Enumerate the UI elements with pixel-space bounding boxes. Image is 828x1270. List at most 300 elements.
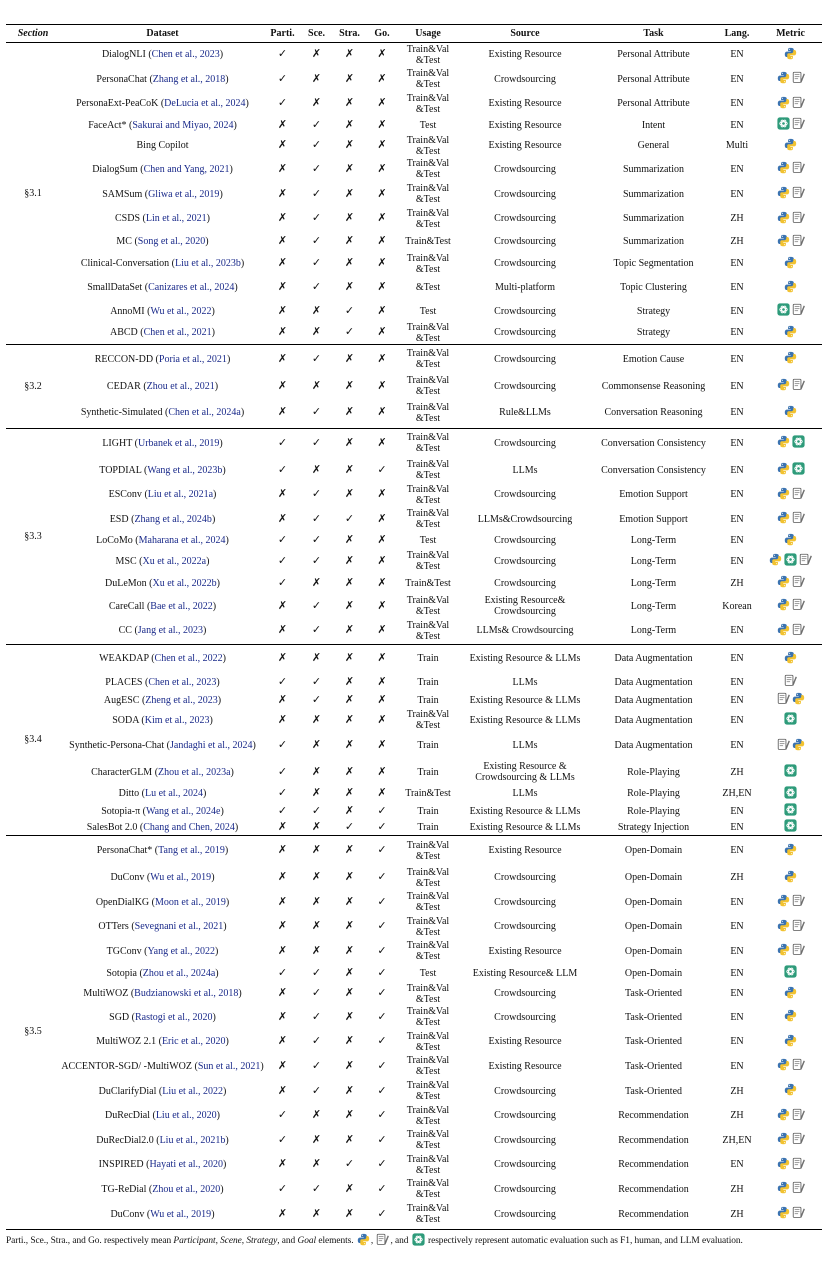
metric-cell [759, 1153, 822, 1177]
language-cell: EN [730, 845, 744, 857]
task-cell: Conversation Consistency [601, 437, 706, 449]
task-cell: Open-Domain [624, 845, 683, 857]
participant-mark: ✗ [277, 624, 288, 637]
source-cell: LLMs&Crowdsourcing [477, 513, 573, 525]
table-row [6, 760, 822, 784]
participant-mark: ✗ [277, 187, 288, 200]
citation-link[interactable]: Chen et al., 2022 [154, 653, 223, 665]
header-language: Lang. [724, 28, 750, 39]
source-cell: Crowdsourcing [494, 353, 556, 365]
scene-mark: ✗ [311, 326, 322, 338]
dataset-name: Clinical-Conversation [80, 258, 170, 269]
table-row [6, 866, 822, 890]
source-cell: Crowdsourcing [494, 188, 556, 200]
language-cell: ZH [730, 872, 744, 883]
dataset-cell: MultiWOZ (Budzianowski et al., 2018) [83, 988, 242, 999]
citation-link[interactable]: Chen et al., 2023 [151, 49, 220, 61]
language-cell: EN [730, 555, 744, 567]
python-logo-icon [777, 487, 790, 503]
metric-cell [759, 482, 822, 507]
dataset-name: TGConv [106, 945, 142, 957]
goal-mark: ✗ [377, 118, 387, 131]
goal-mark: ✗ [377, 554, 387, 567]
task-cell: Long-Term [630, 555, 677, 567]
scene-mark: ✗ [311, 739, 322, 751]
citation-link[interactable]: Budzianowski et al., 2018 [134, 988, 239, 999]
goal-mark: ✓ [377, 1207, 387, 1220]
strategy-mark: ✗ [344, 48, 355, 61]
dataset-cell: TGConv (Yang et al., 2022) [106, 945, 219, 957]
table-row [6, 594, 822, 618]
task-cell: Task-Oriented [624, 1036, 683, 1047]
scene-mark: ✗ [311, 895, 322, 908]
citation-link[interactable]: Chen et al., 2023 [148, 676, 217, 688]
strategy-mark: ✗ [344, 534, 355, 546]
dataset-cell: Synthetic-Persona-Chat (Jandaghi et al., 2024) [69, 740, 256, 751]
citation-link[interactable]: DeLucia et al., 2024 [164, 98, 246, 109]
python-logo-icon [777, 1108, 790, 1124]
usage-cell: Train [417, 821, 439, 833]
citation-link[interactable]: Xu et al., 2022b [152, 577, 217, 589]
citation-link[interactable]: Lin et al., 2021 [145, 213, 207, 224]
python-logo-icon [777, 186, 790, 202]
goal-mark: ✗ [377, 235, 387, 247]
table-row [6, 531, 822, 550]
citation-link[interactable]: Bae et al., 2022 [150, 600, 213, 612]
human-evaluation-icon [792, 1132, 805, 1148]
participant-mark: ✓ [277, 436, 288, 449]
goal-mark: ✓ [377, 804, 387, 817]
citation-link[interactable]: Gliwa et al., 2019 [148, 188, 220, 200]
dataset-name: FaceAct* [88, 119, 127, 131]
scene-mark: ✓ [311, 512, 322, 525]
source-cell: Crowdsourcing [494, 1110, 556, 1121]
dataset-cell: MSC (Xu et al., 2022a) [115, 555, 210, 567]
table-row [6, 253, 822, 275]
dataset-cell: AnnoMI (Wu et al., 2022) [110, 305, 215, 317]
task-cell: Data Augmentation [614, 694, 693, 706]
task-cell: Personal Attribute [617, 98, 690, 109]
metric-cell [759, 618, 822, 644]
scene-mark: ✗ [311, 871, 322, 883]
source-cell: Existing Resource & LLMs [469, 714, 581, 726]
goal-mark: ✗ [377, 162, 387, 175]
metric-cell [759, 1177, 822, 1202]
citation-link[interactable]: Xu et al., 2022a [142, 555, 207, 567]
strategy-mark: ✗ [344, 713, 355, 726]
source-cell: Existing Resource & Crowdsourcing & LLMs [475, 761, 575, 783]
table-row [6, 819, 822, 836]
usage-cell: Train&Val &Test [406, 709, 450, 731]
human-evaluation-icon [792, 1157, 805, 1173]
source-cell: Existing Resource [488, 140, 562, 151]
scene-mark: ✗ [311, 1133, 322, 1146]
strategy-mark: ✓ [344, 820, 355, 833]
llm-evaluation-icon [777, 303, 790, 319]
task-cell: Topic Clustering [620, 282, 687, 293]
source-cell: Crowdsourcing [494, 896, 556, 908]
strategy-mark: ✗ [344, 436, 355, 449]
citation-link[interactable]: Song et al., 2020 [137, 236, 206, 247]
dataset-name: AnnoMI [110, 305, 145, 317]
task-cell: Data Augmentation [614, 676, 693, 688]
dataset-cell: DuClarifyDial (Liu et al., 2022) [98, 1085, 227, 1097]
language-cell: EN [730, 535, 744, 546]
citation-link[interactable]: Wu et al., 2022 [150, 305, 212, 317]
dataset-cell: CC (Jang et al., 2023) [118, 625, 207, 637]
human-evaluation-icon [777, 692, 790, 708]
scene-mark: ✓ [311, 534, 322, 546]
goal-mark: ✓ [377, 1182, 387, 1195]
participant-mark: ✗ [277, 257, 288, 269]
strategy-mark: ✗ [344, 652, 355, 665]
goal-mark: ✗ [377, 693, 387, 706]
language-cell: ZH,EN [722, 788, 752, 799]
language-cell: ZH [730, 577, 744, 589]
python-logo-icon [784, 138, 797, 154]
metric-cell [759, 691, 822, 709]
strategy-mark: ✗ [344, 118, 355, 131]
metric-cell [759, 803, 822, 819]
citation-link[interactable]: Chen et al., 2021 [143, 327, 212, 338]
citation-link[interactable]: Jang et al., 2023 [137, 625, 204, 637]
dataset-cell: SODA (Kim et al., 2023) [112, 714, 213, 726]
citation-link[interactable]: Sevegnani et al., 2021 [134, 921, 224, 932]
python-logo-icon [784, 47, 797, 63]
metric-cell [759, 594, 822, 618]
goal-mark: ✗ [377, 212, 387, 224]
footnote-goal: Goal [297, 1235, 317, 1246]
task-cell: Open-Domain [624, 896, 683, 908]
footnote-text-3: respectively represent automatic evaluation such as F1, human, and LLM evaluation. [425, 1235, 743, 1246]
strategy-mark: ✗ [344, 281, 355, 293]
python-logo-icon [784, 1034, 797, 1050]
citation-link[interactable]: Rastogi et al., 2020 [135, 1011, 213, 1023]
scene-mark: ✓ [311, 1010, 322, 1023]
strategy-mark: ✗ [344, 871, 355, 883]
language-cell: Multi [725, 140, 749, 151]
python-logo-icon [784, 651, 797, 667]
goal-mark: ✓ [377, 895, 387, 908]
language-cell: ZH [730, 1085, 744, 1097]
dataset-cell: SGD (Rastogi et al., 2020) [109, 1011, 216, 1023]
source-cell: Existing Resource& LLM [472, 967, 578, 979]
goal-mark: ✓ [377, 463, 387, 476]
citation-link[interactable]: Wu et al., 2019 [150, 872, 212, 883]
language-cell: EN [730, 945, 744, 957]
dataset-cell: DialogSum (Chen and Yang, 2021) [92, 163, 233, 175]
source-cell: Existing Resource [488, 845, 562, 857]
citation-link[interactable]: Moon et al., 2019 [155, 896, 226, 908]
table-row [6, 1128, 822, 1153]
task-cell: Role-Playing [627, 788, 680, 799]
strategy-mark: ✗ [344, 1059, 355, 1072]
citation-link[interactable]: Liu et al., 2021b [159, 1134, 226, 1146]
task-cell: Personal Attribute [617, 73, 690, 85]
footnote-participant: Participant [173, 1235, 216, 1246]
usage-cell: Train&Val &Test [406, 1203, 450, 1225]
citation-link[interactable]: Zhou et al., 2020 [152, 1183, 221, 1195]
scene-mark: ✗ [311, 48, 322, 61]
participant-mark: ✗ [277, 352, 288, 365]
table-row [6, 1104, 822, 1128]
goal-mark: ✗ [377, 48, 387, 61]
dataset-name: RECCON-DD [94, 353, 154, 365]
dataset-cell: DuRecDial (Liu et al., 2020) [104, 1110, 220, 1121]
task-cell: Summarization [622, 236, 685, 247]
language-cell: EN [730, 625, 744, 637]
language-cell: EN [730, 407, 744, 419]
citation-link[interactable]: Wang et al., 2024e [145, 805, 221, 817]
citation-link[interactable]: Liu et al., 2022 [162, 1085, 224, 1097]
table-row [6, 1177, 822, 1202]
goal-mark: ✗ [377, 652, 387, 665]
footnote-text-2: elements. [316, 1235, 354, 1246]
header-goal: Go. [374, 28, 390, 39]
usage-cell: Train&Val &Test [406, 43, 450, 66]
citation-link[interactable]: Chen et al., 2024a [168, 407, 241, 419]
participant-mark: ✗ [277, 304, 288, 317]
metric-cell [759, 231, 822, 253]
scene-mark: ✗ [311, 820, 322, 833]
python-logo-icon [777, 234, 790, 250]
goal-mark: ✗ [377, 739, 387, 751]
metric-cell [759, 731, 822, 760]
citation-link[interactable]: Hayati et al., 2020 [149, 1159, 224, 1170]
citation-link[interactable]: Chang and Chen, 2024 [143, 821, 235, 833]
source-cell: Crowdsourcing [494, 988, 556, 999]
table-row [6, 231, 822, 253]
task-cell: Strategy [636, 305, 671, 317]
dataset-name: DuLeMon [104, 577, 147, 589]
citation-link[interactable]: Tang et al., 2019 [158, 845, 225, 857]
human-evaluation-icon [792, 186, 805, 202]
language-cell: EN [730, 1060, 744, 1072]
dataset-name: CharacterGLM [91, 766, 153, 778]
citation-link[interactable]: Wu et al., 2019 [150, 1208, 212, 1220]
usage-cell: Train&Val &Test [406, 550, 450, 572]
participant-mark: ✗ [277, 987, 288, 999]
source-cell: Crowdsourcing [494, 489, 556, 500]
metric-cell [759, 344, 822, 374]
table-body [6, 43, 822, 1227]
goal-mark: ✓ [377, 920, 387, 932]
table-row [6, 507, 822, 531]
source-cell: Existing Resource [488, 945, 562, 957]
usage-cell: Train&Val &Test [406, 92, 450, 115]
scene-mark: ✓ [311, 1059, 322, 1072]
usage-cell: Train&Val &Test [406, 1080, 450, 1102]
scene-mark: ✓ [311, 281, 322, 293]
dataset-name: CareCall [108, 600, 145, 612]
citation-link[interactable]: Canizares et al., 2024 [148, 282, 235, 293]
task-cell: Data Augmentation [614, 714, 693, 726]
citation-link[interactable]: Zhang et al., 2018 [152, 73, 226, 85]
goal-mark: ✓ [377, 1010, 387, 1023]
table-row [6, 709, 822, 731]
header-dataset: Dataset [146, 28, 179, 39]
participant-mark: ✗ [277, 118, 288, 131]
dataset-cell: ABCD (Chen et al., 2021) [109, 327, 216, 338]
source-cell: Crowdsourcing [494, 921, 556, 932]
strategy-mark: ✗ [344, 1109, 355, 1121]
source-cell: Existing Resource & LLMs [469, 694, 581, 706]
footnote-text-1: Parti., Sce., Stra., and Go. respectively mean [6, 1235, 174, 1246]
citation-link[interactable]: Maharana et al., 2024 [138, 535, 226, 546]
citation-link[interactable]: Liu et al., 2020 [155, 1110, 217, 1121]
citation-link[interactable]: Zhou et al., 2024a [142, 967, 216, 979]
strategy-mark: ✗ [344, 987, 355, 999]
metric-cell [759, 374, 822, 398]
dataset-name: TG-ReDial [101, 1183, 147, 1195]
source-cell: Crowdsourcing [494, 1085, 556, 1097]
usage-cell: Train [417, 805, 439, 817]
table-row [6, 344, 822, 374]
python-logo-icon [357, 1233, 370, 1249]
goal-mark: ✗ [377, 97, 387, 109]
task-cell: Summarization [622, 163, 685, 175]
usage-cell: Train&Val &Test [406, 866, 450, 889]
goal-mark: ✗ [377, 576, 387, 589]
metric-cell [759, 890, 822, 915]
python-logo-icon [777, 71, 790, 87]
goal-mark: ✓ [377, 1059, 387, 1072]
usage-cell: Test [419, 967, 437, 979]
human-evaluation-icon [792, 575, 805, 591]
usage-cell: Train&Val &Test [406, 68, 450, 90]
citation-link[interactable]: Zhou et al., 2021 [146, 380, 215, 392]
human-evaluation-icon [792, 71, 805, 87]
strategy-mark: ✗ [344, 966, 355, 979]
source-cell: Crowdsourcing [494, 1208, 556, 1220]
dataset-name: MC [116, 236, 132, 247]
strategy-mark: ✗ [344, 379, 355, 392]
source-cell: LLMs& Crowdsourcing [476, 625, 574, 637]
python-logo-icon [784, 256, 797, 272]
goal-mark: ✗ [377, 534, 387, 546]
citation-link[interactable]: Yang et al., 2022 [147, 945, 216, 957]
metric-cell [759, 709, 822, 731]
dataset-name: ABCD [109, 327, 138, 338]
usage-cell: Train&Val &Test [406, 508, 450, 530]
scene-mark: ✓ [311, 1084, 322, 1097]
header-participant: Parti. [270, 28, 295, 39]
participant-mark: ✗ [277, 693, 288, 706]
usage-cell: Test [419, 119, 437, 131]
python-logo-icon [777, 1058, 790, 1074]
participant-mark: ✗ [277, 139, 288, 151]
citation-link[interactable]: Sun et al., 2021 [197, 1060, 261, 1072]
language-cell: EN [730, 353, 744, 365]
goal-mark: ✗ [377, 139, 387, 151]
dataset-cell: DuConv (Wu et al., 2019) [110, 872, 215, 883]
table-row [6, 1079, 822, 1104]
python-logo-icon [784, 843, 797, 859]
dataset-cell: TOPDIAL (Wang et al., 2023b) [99, 464, 226, 476]
task-cell: Long-Term [630, 535, 677, 546]
citation-link[interactable]: Zhou et al., 2023a [158, 766, 231, 778]
source-cell: Crowdsourcing [494, 437, 556, 449]
language-cell: EN [730, 967, 744, 979]
dataset-name: SODA [112, 714, 139, 726]
citation-link[interactable]: Urbanek et al., 2019 [137, 437, 220, 449]
metric-cell [759, 983, 822, 1005]
python-logo-icon [777, 894, 790, 910]
table-row [6, 1030, 822, 1054]
task-cell: Conversation Reasoning [604, 407, 703, 419]
citation-link[interactable]: Jandaghi et al., 2024 [170, 740, 253, 751]
usage-cell: Train [417, 766, 439, 778]
metric-cell [759, 253, 822, 275]
llm-evaluation-icon [784, 764, 797, 780]
citation-link[interactable]: Sakurai and Miyao, 2024 [132, 119, 234, 131]
python-logo-icon [784, 405, 797, 421]
python-logo-icon [784, 280, 797, 296]
language-cell: EN [730, 489, 744, 500]
task-cell: Task-Oriented [624, 1011, 683, 1023]
llm-evaluation-icon [784, 803, 797, 819]
llm-evaluation-icon [792, 435, 805, 451]
dataset-name: ACCENTOR-SGD/ -MultiWOZ [61, 1060, 192, 1072]
citation-link[interactable]: Zheng et al., 2023 [145, 694, 218, 706]
metric-cell [759, 1079, 822, 1104]
participant-mark: ✗ [277, 713, 288, 726]
goal-mark: ✗ [377, 326, 387, 338]
task-cell: Task-Oriented [624, 1060, 683, 1072]
usage-cell: Train&Val &Test [406, 1153, 450, 1176]
scene-mark: ✓ [311, 235, 322, 247]
citation-link[interactable]: Liu et al., 2021a [147, 489, 214, 500]
strategy-mark: ✗ [344, 787, 355, 799]
dataset-cell: OpenDialKG (Moon et al., 2019) [95, 896, 230, 908]
goal-mark: ✓ [377, 1109, 387, 1121]
task-cell: Topic Segmentation [613, 258, 694, 269]
dataset-cell: AugESC (Zheng et al., 2023) [103, 694, 222, 706]
python-logo-icon [777, 575, 790, 591]
dataset-name: OpenDialKG [95, 896, 150, 908]
scene-mark: ✓ [311, 987, 322, 999]
participant-mark: ✗ [277, 1084, 288, 1097]
usage-cell: Train&Val &Test [406, 432, 450, 455]
citation-link[interactable]: Wang et al., 2023b [147, 464, 223, 476]
dataset-cell: SmallDataSet (Canizares et al., 2024) [87, 282, 238, 293]
citation-link[interactable]: Eric et al., 2020 [161, 1036, 226, 1047]
usage-cell: Train&Val &Test [406, 915, 450, 938]
citation-link[interactable]: Zhang et al., 2024b [134, 513, 212, 525]
participant-mark: ✓ [277, 48, 288, 61]
scene-mark: ✓ [311, 693, 322, 706]
strategy-mark: ✗ [344, 72, 355, 85]
citation-link[interactable]: Kim et al., 2023 [144, 714, 210, 726]
participant-mark: ✓ [277, 804, 288, 817]
language-cell: EN [730, 380, 744, 392]
citation-link[interactable]: Liu et al., 2023b [175, 258, 241, 269]
python-logo-icon [784, 325, 797, 341]
source-cell: Crowdsourcing [494, 1183, 556, 1195]
language-cell: ZH [730, 1110, 744, 1121]
python-logo-icon [784, 351, 797, 367]
citation-link[interactable]: Poria et al., 2021 [158, 353, 227, 365]
usage-cell: Train&Val &Test [406, 321, 450, 344]
citation-link[interactable]: Lu et al., 2024 [145, 788, 204, 799]
strategy-mark: ✗ [344, 352, 355, 365]
usage-cell: Train&Val &Test [406, 1178, 450, 1200]
usage-cell: Train&Val &Test [406, 459, 450, 481]
python-logo-icon [769, 553, 782, 569]
citation-link[interactable]: Chen and Yang, 2021 [143, 163, 230, 175]
language-cell: ZH [730, 213, 744, 224]
table-row [6, 92, 822, 116]
